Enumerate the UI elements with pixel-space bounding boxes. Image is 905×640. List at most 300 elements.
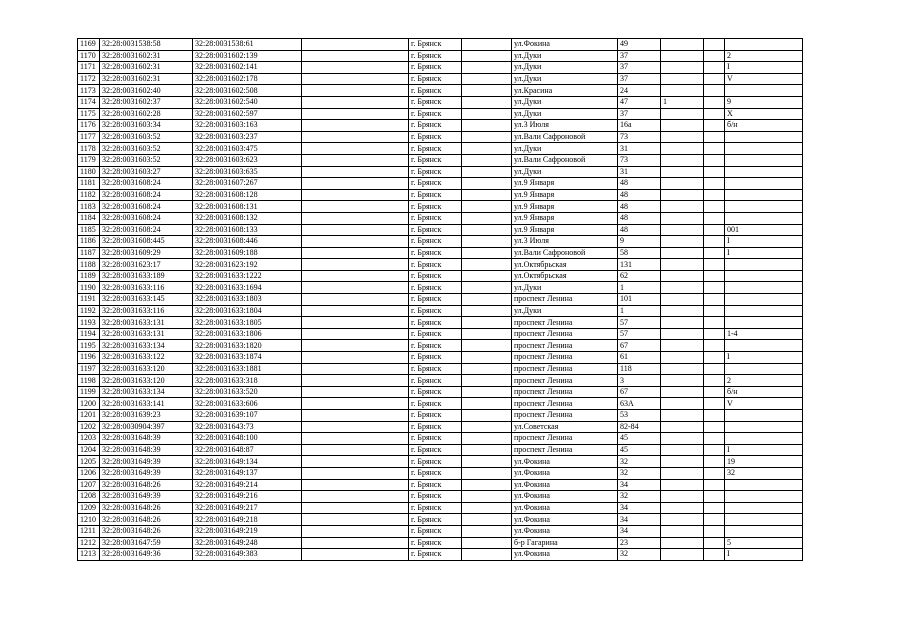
cell-blank-col-c (704, 62, 725, 74)
table-row (78, 143, 803, 155)
cell-house-number: 67 (618, 386, 661, 398)
cell-blank-col-c (704, 514, 725, 526)
cell-blank-col-c (704, 50, 725, 62)
cell-street: ул.Фокина (512, 514, 618, 526)
cell-apartment-number: V (725, 73, 803, 85)
cell-source-cadastral-number: 32:28:0031633:131 (100, 328, 193, 340)
cell-street: ул.Вали Сафроновой (512, 131, 618, 143)
cell-source-cadastral-number: 32:28:0031603:52 (100, 131, 193, 143)
cell-blank-col-b (462, 62, 512, 74)
cell-street: ул.Вали Сафроновой (512, 154, 618, 166)
cell-house-number: 45 (618, 444, 661, 456)
cell-blank-col-c (704, 282, 725, 294)
cell-blank-col-b (462, 421, 512, 433)
cell-source-cadastral-number: 32:28:0031633:122 (100, 352, 193, 364)
cell-object-cadastral-number: 32:28:0031648:87 (193, 444, 302, 456)
cell-row-number: 1179 (78, 154, 100, 166)
cell-object-cadastral-number: 32:28:0031633:1874 (193, 352, 302, 364)
cell-source-cadastral-number: 32:28:0031602:37 (100, 96, 193, 108)
cell-blank-col-a (302, 328, 409, 340)
cell-blank-col-a (302, 340, 409, 352)
cell-apartment-number (725, 259, 803, 271)
cell-house-number: 61 (618, 352, 661, 364)
cell-apartment-number (725, 410, 803, 422)
cell-blank-col-c (704, 224, 725, 236)
cell-building-number (661, 444, 704, 456)
cell-object-cadastral-number: 32:28:0031649:214 (193, 479, 302, 491)
cell-row-number: 1196 (78, 352, 100, 364)
cell-building-number (661, 212, 704, 224)
cell-apartment-number: I (725, 444, 803, 456)
cell-apartment-number: 2 (725, 50, 803, 62)
cell-blank-col-b (462, 328, 512, 340)
cell-blank-col-b (462, 525, 512, 537)
cell-row-number: 1174 (78, 96, 100, 108)
cell-source-cadastral-number: 32:28:0031649:39 (100, 491, 193, 503)
cell-street: проспект Ленина (512, 386, 618, 398)
cell-object-cadastral-number: 32:28:0031633:318 (193, 375, 302, 387)
table-row (78, 189, 803, 201)
cell-city: г. Брянск (409, 340, 462, 352)
cell-building-number (661, 120, 704, 132)
cell-blank-col-a (302, 39, 409, 51)
cell-source-cadastral-number: 32:28:0031538:58 (100, 39, 193, 51)
table-row (78, 352, 803, 364)
cell-blank-col-c (704, 525, 725, 537)
cell-blank-col-a (302, 259, 409, 271)
cell-city: г. Брянск (409, 166, 462, 178)
cell-blank-col-c (704, 294, 725, 306)
cell-blank-col-b (462, 201, 512, 213)
cell-city: г. Брянск (409, 328, 462, 340)
cell-source-cadastral-number: 32:28:0031603:27 (100, 166, 193, 178)
table-row (78, 398, 803, 410)
cell-row-number: 1186 (78, 236, 100, 248)
cell-blank-col-a (302, 502, 409, 514)
cell-street: ул.9 Января (512, 212, 618, 224)
cell-street: проспект Ленина (512, 433, 618, 445)
cell-city: г. Брянск (409, 514, 462, 526)
cell-street: ул.Фокина (512, 479, 618, 491)
cell-blank-col-a (302, 62, 409, 74)
cell-apartment-number (725, 270, 803, 282)
cell-apartment-number: I (725, 549, 803, 561)
cell-apartment-number: I (725, 247, 803, 259)
cell-street: проспект Ленина (512, 398, 618, 410)
cell-street: ул.9 Января (512, 201, 618, 213)
cell-blank-col-c (704, 502, 725, 514)
cell-blank-col-b (462, 317, 512, 329)
cell-object-cadastral-number: 32:28:0031633:1803 (193, 294, 302, 306)
cell-street: ул.Фокина (512, 467, 618, 479)
cell-blank-col-b (462, 502, 512, 514)
cell-blank-col-b (462, 491, 512, 503)
cell-building-number (661, 537, 704, 549)
cell-house-number: 32 (618, 491, 661, 503)
cell-city: г. Брянск (409, 50, 462, 62)
cell-city: г. Брянск (409, 363, 462, 375)
cell-city: г. Брянск (409, 491, 462, 503)
cell-object-cadastral-number: 32:28:0031603:237 (193, 131, 302, 143)
cell-object-cadastral-number: 32:28:0031649:248 (193, 537, 302, 549)
cell-house-number: 31 (618, 166, 661, 178)
cell-blank-col-a (302, 154, 409, 166)
cell-blank-col-c (704, 444, 725, 456)
table-row (78, 537, 803, 549)
cell-blank-col-b (462, 154, 512, 166)
cell-row-number: 1197 (78, 363, 100, 375)
cell-city: г. Брянск (409, 189, 462, 201)
cell-house-number: 57 (618, 317, 661, 329)
cell-blank-col-c (704, 178, 725, 190)
cell-source-cadastral-number: 32:28:0031602:28 (100, 108, 193, 120)
cell-blank-col-a (302, 294, 409, 306)
cell-house-number: 73 (618, 131, 661, 143)
cell-apartment-number (725, 421, 803, 433)
cell-blank-col-c (704, 375, 725, 387)
cell-city: г. Брянск (409, 212, 462, 224)
cell-object-cadastral-number: 32:28:0031603:635 (193, 166, 302, 178)
cell-apartment-number (725, 201, 803, 213)
cell-building-number (661, 201, 704, 213)
cell-city: г. Брянск (409, 317, 462, 329)
cell-street: ул.Дуки (512, 108, 618, 120)
cell-house-number: 53 (618, 410, 661, 422)
cell-row-number: 1201 (78, 410, 100, 422)
cell-house-number: 67 (618, 340, 661, 352)
cell-city: г. Брянск (409, 433, 462, 445)
cell-object-cadastral-number: 32:28:0031633:1222 (193, 270, 302, 282)
cell-blank-col-c (704, 305, 725, 317)
cell-blank-col-c (704, 549, 725, 561)
cell-object-cadastral-number: 32:28:0031649:134 (193, 456, 302, 468)
cell-object-cadastral-number: 32:28:0031602:141 (193, 62, 302, 74)
table-row (78, 212, 803, 224)
cell-house-number: 3 (618, 375, 661, 387)
cell-row-number: 1211 (78, 525, 100, 537)
cell-blank-col-b (462, 444, 512, 456)
cell-row-number: 1188 (78, 259, 100, 271)
cell-building-number (661, 502, 704, 514)
cell-object-cadastral-number: 32:28:0031633:606 (193, 398, 302, 410)
cell-blank-col-c (704, 421, 725, 433)
cell-row-number: 1199 (78, 386, 100, 398)
cell-blank-col-b (462, 108, 512, 120)
cell-city: г. Брянск (409, 479, 462, 491)
cell-city: г. Брянск (409, 108, 462, 120)
cell-row-number: 1195 (78, 340, 100, 352)
cell-city: г. Брянск (409, 305, 462, 317)
cell-object-cadastral-number: 32:28:0031649:218 (193, 514, 302, 526)
cell-blank-col-a (302, 525, 409, 537)
cell-street: проспект Ленина (512, 375, 618, 387)
cell-source-cadastral-number: 32:28:0031603:52 (100, 154, 193, 166)
cell-object-cadastral-number: 32:28:0031608:446 (193, 236, 302, 248)
table-row (78, 85, 803, 97)
cell-building-number (661, 410, 704, 422)
cell-blank-col-b (462, 340, 512, 352)
cell-house-number: 73 (618, 154, 661, 166)
cell-apartment-number (725, 433, 803, 445)
cell-apartment-number: б/н (725, 120, 803, 132)
cell-building-number (661, 236, 704, 248)
cell-row-number: 1210 (78, 514, 100, 526)
cell-source-cadastral-number: 32:28:0031602:31 (100, 73, 193, 85)
cell-city: г. Брянск (409, 62, 462, 74)
cell-house-number: 16а (618, 120, 661, 132)
cell-object-cadastral-number: 32:28:0031649:217 (193, 502, 302, 514)
table-row (78, 247, 803, 259)
cell-apartment-number (725, 282, 803, 294)
cell-city: г. Брянск (409, 259, 462, 271)
cell-blank-col-b (462, 433, 512, 445)
cell-city: г. Брянск (409, 410, 462, 422)
cell-apartment-number (725, 143, 803, 155)
cell-street: ул.3 Июля (512, 236, 618, 248)
cell-building-number (661, 363, 704, 375)
cell-blank-col-c (704, 270, 725, 282)
cell-source-cadastral-number: 32:28:0031648:26 (100, 514, 193, 526)
cell-street: проспект Ленина (512, 444, 618, 456)
cell-apartment-number (725, 491, 803, 503)
cell-blank-col-a (302, 166, 409, 178)
cell-row-number: 1176 (78, 120, 100, 132)
cell-blank-col-a (302, 73, 409, 85)
cell-source-cadastral-number: 32:28:0031633:116 (100, 282, 193, 294)
cell-house-number: 118 (618, 363, 661, 375)
cell-building-number (661, 108, 704, 120)
cell-source-cadastral-number: 32:28:0031623:17 (100, 259, 193, 271)
cell-object-cadastral-number: 32:28:0031633:1805 (193, 317, 302, 329)
cell-street: проспект Ленина (512, 363, 618, 375)
cell-source-cadastral-number: 32:28:0031603:52 (100, 143, 193, 155)
cell-object-cadastral-number: 32:28:0031639:107 (193, 410, 302, 422)
cell-object-cadastral-number: 32:28:0031603:475 (193, 143, 302, 155)
cell-object-cadastral-number: 32:28:0031602:178 (193, 73, 302, 85)
cell-source-cadastral-number: 32:28:0031648:39 (100, 444, 193, 456)
cell-blank-col-c (704, 537, 725, 549)
cell-blank-col-b (462, 282, 512, 294)
cell-object-cadastral-number: 32:28:0031649:219 (193, 525, 302, 537)
cell-street: ул.Октябрьская (512, 270, 618, 282)
cell-blank-col-a (302, 433, 409, 445)
cell-house-number: 58 (618, 247, 661, 259)
cell-source-cadastral-number: 32:28:0031639:23 (100, 410, 193, 422)
cell-object-cadastral-number: 32:28:0031648:100 (193, 433, 302, 445)
cell-object-cadastral-number: 32:28:0031609:188 (193, 247, 302, 259)
cell-house-number: 101 (618, 294, 661, 306)
table-row (78, 50, 803, 62)
cell-row-number: 1178 (78, 143, 100, 155)
cell-blank-col-b (462, 375, 512, 387)
cell-row-number: 1172 (78, 73, 100, 85)
cell-house-number: 48 (618, 212, 661, 224)
cell-apartment-number (725, 294, 803, 306)
cell-blank-col-b (462, 549, 512, 561)
cell-blank-col-b (462, 143, 512, 155)
cell-blank-col-c (704, 236, 725, 248)
cell-object-cadastral-number: 32:28:0031608:133 (193, 224, 302, 236)
cell-row-number: 1202 (78, 421, 100, 433)
cell-city: г. Брянск (409, 143, 462, 155)
cell-blank-col-a (302, 537, 409, 549)
cell-object-cadastral-number: 32:28:0031633:1806 (193, 328, 302, 340)
cell-blank-col-b (462, 189, 512, 201)
cell-street: проспект Ленина (512, 317, 618, 329)
cell-street: проспект Ленина (512, 328, 618, 340)
cell-city: г. Брянск (409, 549, 462, 561)
cell-source-cadastral-number: 32:28:0031633:134 (100, 386, 193, 398)
cell-blank-col-b (462, 236, 512, 248)
cell-house-number: 34 (618, 502, 661, 514)
cell-city: г. Брянск (409, 247, 462, 259)
table-row (78, 502, 803, 514)
cell-blank-col-a (302, 212, 409, 224)
cell-city: г. Брянск (409, 39, 462, 51)
cell-row-number: 1170 (78, 50, 100, 62)
cell-apartment-number (725, 305, 803, 317)
cell-blank-col-a (302, 398, 409, 410)
cell-city: г. Брянск (409, 294, 462, 306)
cell-blank-col-a (302, 479, 409, 491)
cell-blank-col-b (462, 514, 512, 526)
cell-house-number: 82-84 (618, 421, 661, 433)
cell-blank-col-a (302, 189, 409, 201)
cell-building-number (661, 143, 704, 155)
cell-house-number: 31 (618, 143, 661, 155)
cell-blank-col-a (302, 108, 409, 120)
cell-building-number (661, 62, 704, 74)
cell-building-number (661, 421, 704, 433)
cell-apartment-number (725, 189, 803, 201)
cell-street: ул.Фокина (512, 549, 618, 561)
cell-blank-col-a (302, 467, 409, 479)
cell-building-number (661, 282, 704, 294)
cell-blank-col-c (704, 212, 725, 224)
cell-house-number: 24 (618, 85, 661, 97)
cell-row-number: 1209 (78, 502, 100, 514)
cell-source-cadastral-number: 32:28:0031648:26 (100, 502, 193, 514)
cell-house-number: 49 (618, 39, 661, 51)
cell-apartment-number: 1-4 (725, 328, 803, 340)
cell-building-number (661, 305, 704, 317)
cell-blank-col-c (704, 410, 725, 422)
cell-building-number (661, 50, 704, 62)
cell-source-cadastral-number: 32:28:0031633:189 (100, 270, 193, 282)
cell-source-cadastral-number: 32:28:0031608:24 (100, 212, 193, 224)
cell-object-cadastral-number: 32:28:0031603:163 (193, 120, 302, 132)
table-row (78, 456, 803, 468)
cell-blank-col-c (704, 386, 725, 398)
cell-source-cadastral-number: 32:28:0031609:29 (100, 247, 193, 259)
cell-row-number: 1208 (78, 491, 100, 503)
table-row (78, 73, 803, 85)
cell-row-number: 1206 (78, 467, 100, 479)
cell-apartment-number: I (725, 352, 803, 364)
cell-object-cadastral-number: 32:28:0031602:597 (193, 108, 302, 120)
cell-house-number: 9 (618, 236, 661, 248)
cell-blank-col-b (462, 39, 512, 51)
cell-source-cadastral-number: 32:28:0031649:36 (100, 549, 193, 561)
cell-house-number: 32 (618, 549, 661, 561)
cell-blank-col-c (704, 398, 725, 410)
cell-city: г. Брянск (409, 178, 462, 190)
cell-blank-col-b (462, 305, 512, 317)
cell-object-cadastral-number: 32:28:0031633:1694 (193, 282, 302, 294)
cell-blank-col-a (302, 201, 409, 213)
cell-source-cadastral-number: 32:28:0031603:34 (100, 120, 193, 132)
table-row (78, 340, 803, 352)
cell-building-number (661, 456, 704, 468)
cell-object-cadastral-number: 32:28:0031649:383 (193, 549, 302, 561)
cell-apartment-number: 2 (725, 375, 803, 387)
cell-source-cadastral-number: 32:28:0031649:39 (100, 467, 193, 479)
cell-row-number: 1171 (78, 62, 100, 74)
cell-blank-col-a (302, 363, 409, 375)
cell-building-number (661, 178, 704, 190)
cell-city: г. Брянск (409, 73, 462, 85)
cell-blank-col-a (302, 143, 409, 155)
cell-building-number (661, 39, 704, 51)
table-body (78, 39, 803, 561)
cell-building-number (661, 131, 704, 143)
cell-blank-col-b (462, 352, 512, 364)
cell-blank-col-c (704, 120, 725, 132)
cell-row-number: 1169 (78, 39, 100, 51)
cell-building-number (661, 525, 704, 537)
cell-blank-col-c (704, 96, 725, 108)
cell-row-number: 1181 (78, 178, 100, 190)
table-row (78, 433, 803, 445)
cell-blank-col-b (462, 96, 512, 108)
cell-blank-col-a (302, 270, 409, 282)
cell-street: проспект Ленина (512, 294, 618, 306)
cell-apartment-number: V (725, 398, 803, 410)
cell-street: ул.Фокина (512, 39, 618, 51)
table-row (78, 514, 803, 526)
cell-apartment-number: 5 (725, 537, 803, 549)
cell-apartment-number: 9 (725, 96, 803, 108)
cell-blank-col-c (704, 479, 725, 491)
cell-street: проспект Ленина (512, 340, 618, 352)
cell-street: ул.Дуки (512, 282, 618, 294)
cell-apartment-number (725, 502, 803, 514)
cell-street: ул.9 Января (512, 178, 618, 190)
cell-row-number: 1190 (78, 282, 100, 294)
cell-building-number (661, 259, 704, 271)
cell-blank-col-c (704, 467, 725, 479)
cell-source-cadastral-number: 32:28:0031648:39 (100, 433, 193, 445)
cell-row-number: 1183 (78, 201, 100, 213)
table-row (78, 108, 803, 120)
cell-building-number (661, 352, 704, 364)
cell-city: г. Брянск (409, 224, 462, 236)
table-row (78, 120, 803, 132)
table-row (78, 62, 803, 74)
cell-city: г. Брянск (409, 96, 462, 108)
cell-apartment-number (725, 479, 803, 491)
cell-blank-col-b (462, 467, 512, 479)
cell-city: г. Брянск (409, 421, 462, 433)
cell-blank-col-b (462, 410, 512, 422)
cell-building-number (661, 247, 704, 259)
cell-street: ул.Дуки (512, 166, 618, 178)
cell-city: г. Брянск (409, 456, 462, 468)
cell-city: г. Брянск (409, 375, 462, 387)
cell-source-cadastral-number: 32:28:0031633:134 (100, 340, 193, 352)
cell-source-cadastral-number: 32:28:0031633:145 (100, 294, 193, 306)
cell-apartment-number: I (725, 236, 803, 248)
